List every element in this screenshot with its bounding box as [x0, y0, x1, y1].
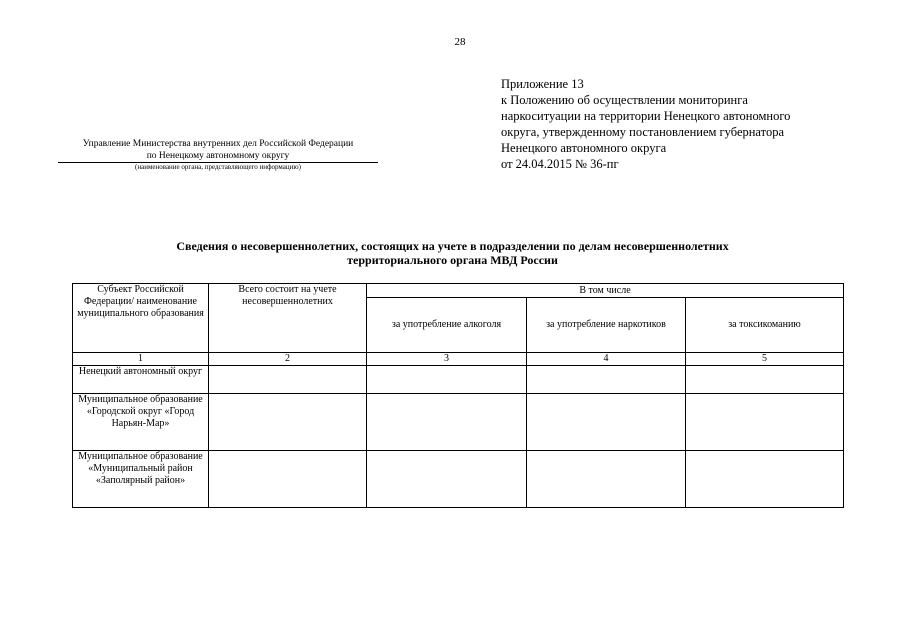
row-label: Муниципальное образование «Городской округ «Город Нарьян-Мар»: [73, 394, 209, 451]
column-number-row: [73, 353, 844, 366]
header-total: Всего состоит на учете несовершеннолетних: [209, 284, 367, 353]
appendix-line: Ненецкого автономного округа: [501, 141, 667, 155]
title-line2: территориального органа МВД России: [347, 253, 558, 267]
table-cell[interactable]: [686, 366, 844, 394]
appendix-block: [501, 76, 790, 172]
organization-caption: (наименование органа, представляющего информацию): [135, 163, 301, 171]
table-cell[interactable]: [367, 451, 527, 508]
appendix-line: Приложение 13: [501, 77, 584, 91]
row-label: Ненецкий автономный округ: [73, 366, 209, 394]
table-cell[interactable]: [209, 394, 367, 451]
column-number: 2: [209, 353, 367, 366]
organization-block: [58, 138, 378, 172]
header-alcohol: за употребление алкоголя: [367, 298, 527, 353]
column-number: 5: [686, 353, 844, 366]
table-row: [73, 451, 844, 508]
report-table: [72, 283, 844, 508]
table-cell[interactable]: [527, 366, 686, 394]
table-cell[interactable]: [367, 394, 527, 451]
appendix-line: наркоситуации на территории Ненецкого автономного: [501, 109, 791, 123]
appendix-line: округа, утвержденному постановлением губернатора: [501, 125, 784, 139]
appendix-line: к Положению об осуществлении мониторинга: [501, 93, 748, 107]
header-including: В том числе: [367, 284, 844, 298]
organization-name-line2: по Ненецкому автономному округу: [58, 150, 378, 163]
page-number: 28: [454, 36, 466, 48]
table-row: [73, 366, 844, 394]
table-cell[interactable]: [209, 366, 367, 394]
header-subject: Субъект Российской Федерации/ наименование муниципального образования: [73, 284, 209, 353]
column-number: 3: [367, 353, 527, 366]
table-cell[interactable]: [686, 451, 844, 508]
table-row: [73, 394, 844, 451]
table-cell[interactable]: [686, 394, 844, 451]
title-line1: Сведения о несовершеннолетних, состоящих на учете в подразделении по делам несовершеннолетних: [176, 239, 729, 253]
column-number: 4: [527, 353, 686, 366]
table-cell[interactable]: [367, 366, 527, 394]
table-cell[interactable]: [527, 394, 686, 451]
appendix-line: от 24.04.2015 № 36-пг: [501, 157, 619, 171]
table-cell[interactable]: [527, 451, 686, 508]
header-row: [73, 284, 844, 298]
document-title: [100, 239, 805, 267]
table-cell[interactable]: [209, 451, 367, 508]
header-toxicomania: за токсикоманию: [686, 298, 844, 353]
organization-name-line1: Управление Министерства внутренних дел Российской Федерации: [82, 139, 354, 149]
column-number: 1: [73, 353, 209, 366]
row-label: Муниципальное образование «Муниципальный район «Заполярный район»: [73, 451, 209, 508]
header-drugs: за употребление наркотиков: [527, 298, 686, 353]
